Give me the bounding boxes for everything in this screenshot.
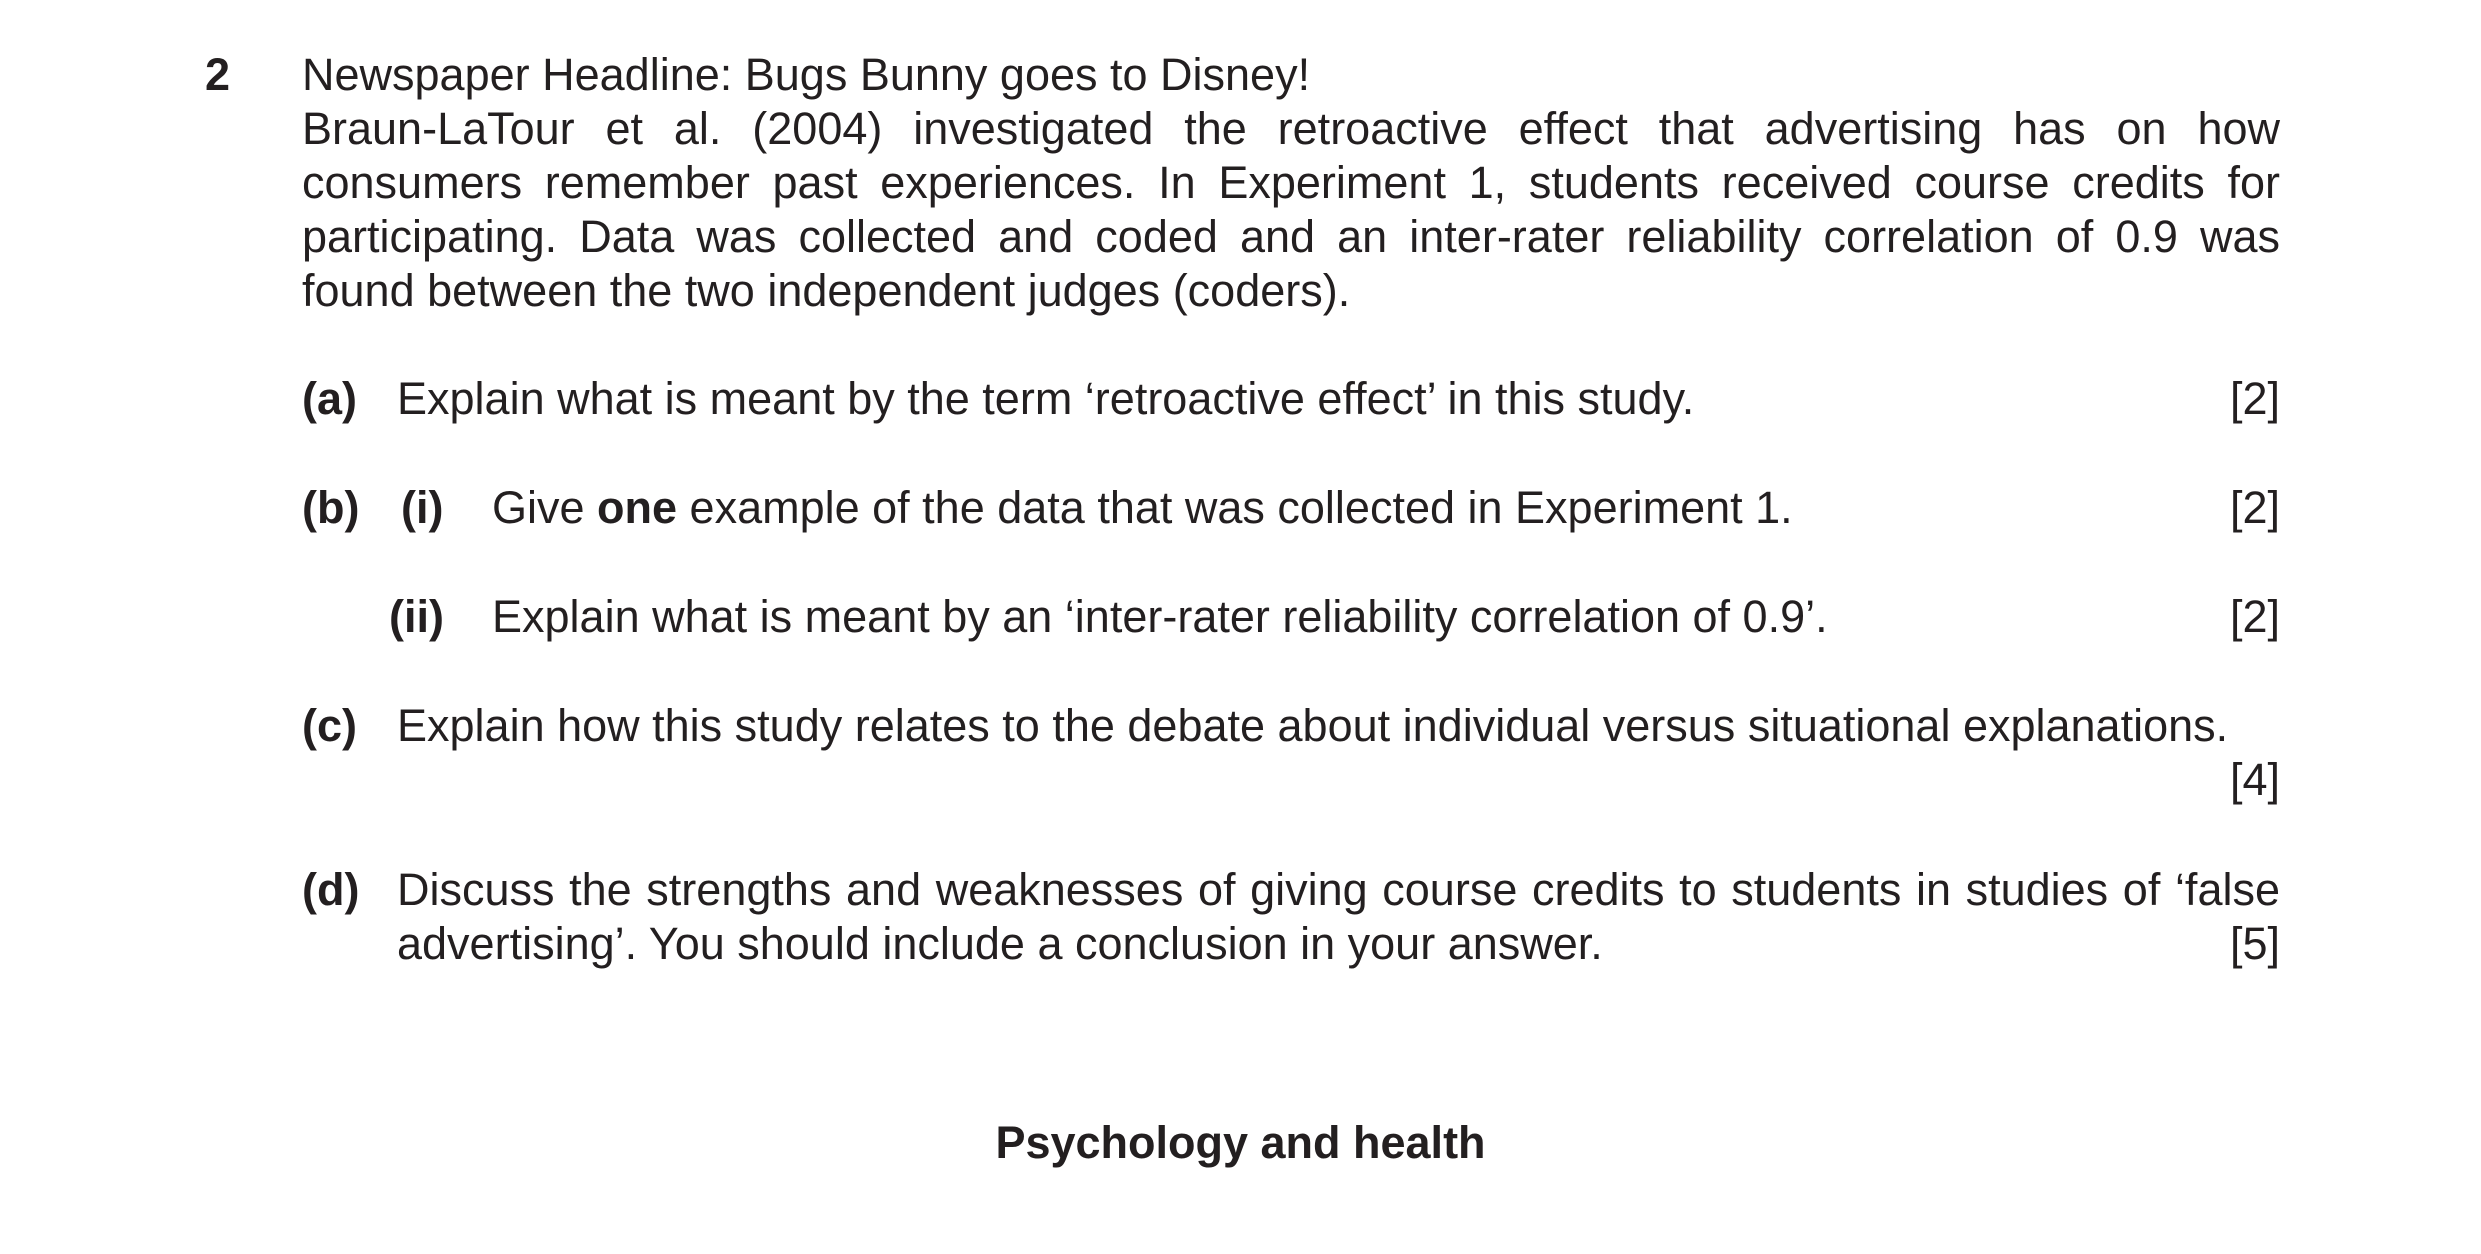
part-b-i-text-after: example of the data that was collected in Experiment 1. <box>677 482 1793 533</box>
part-d-text-line1: Discuss the strengths and weaknesses of giving course credits to students in studies of ‘false <box>397 864 2280 915</box>
part-c-marks: [4] <box>2229 754 2280 805</box>
part-b-ii-label: (ii) <box>389 591 444 642</box>
part-b-i-text-emphasis: one <box>597 482 678 533</box>
part-d-marks: [5] <box>2229 918 2280 969</box>
part-b-ii-marks: [2] <box>2229 591 2280 642</box>
part-d-label: (d) <box>302 864 360 915</box>
question-number: 2 <box>205 49 231 100</box>
part-d-text-line2: advertising’. You should include a conclusion in your answer. <box>397 918 1603 969</box>
part-a-marks: [2] <box>2229 373 2280 424</box>
part-b-i-text-before: Give <box>492 482 598 533</box>
question-headline: Newspaper Headline: Bugs Bunny goes to Disney! <box>302 49 1311 100</box>
part-b-i-marks: [2] <box>2229 482 2280 533</box>
part-c-text: Explain how this study relates to the debate about individual versus situational explanations. <box>397 700 2229 751</box>
part-a-text: Explain what is meant by the term ‘retroactive effect’ in this study. <box>397 373 1695 424</box>
part-b-label: (b) <box>302 482 360 533</box>
question-stem: Braun-LaTour et al. (2004) investigated the retroactive effect that advertising has on how consumers remember past experiences. In Experiment 1, students received course credits for participating. Data was collected and coded and an inter-rater reliability correlation of 0.9 was found between the two independent judges (coders). <box>302 103 2280 316</box>
part-b-ii-text: Explain what is meant by an ‘inter-rater reliability correlation of 0.9’. <box>492 591 1828 642</box>
part-c-label: (c) <box>302 700 357 751</box>
part-b-i-text <box>492 481 2192 535</box>
part-a-label: (a) <box>302 373 357 424</box>
section-title: Psychology and health <box>995 1117 1486 1168</box>
part-b-i-label: (i) <box>401 482 444 533</box>
